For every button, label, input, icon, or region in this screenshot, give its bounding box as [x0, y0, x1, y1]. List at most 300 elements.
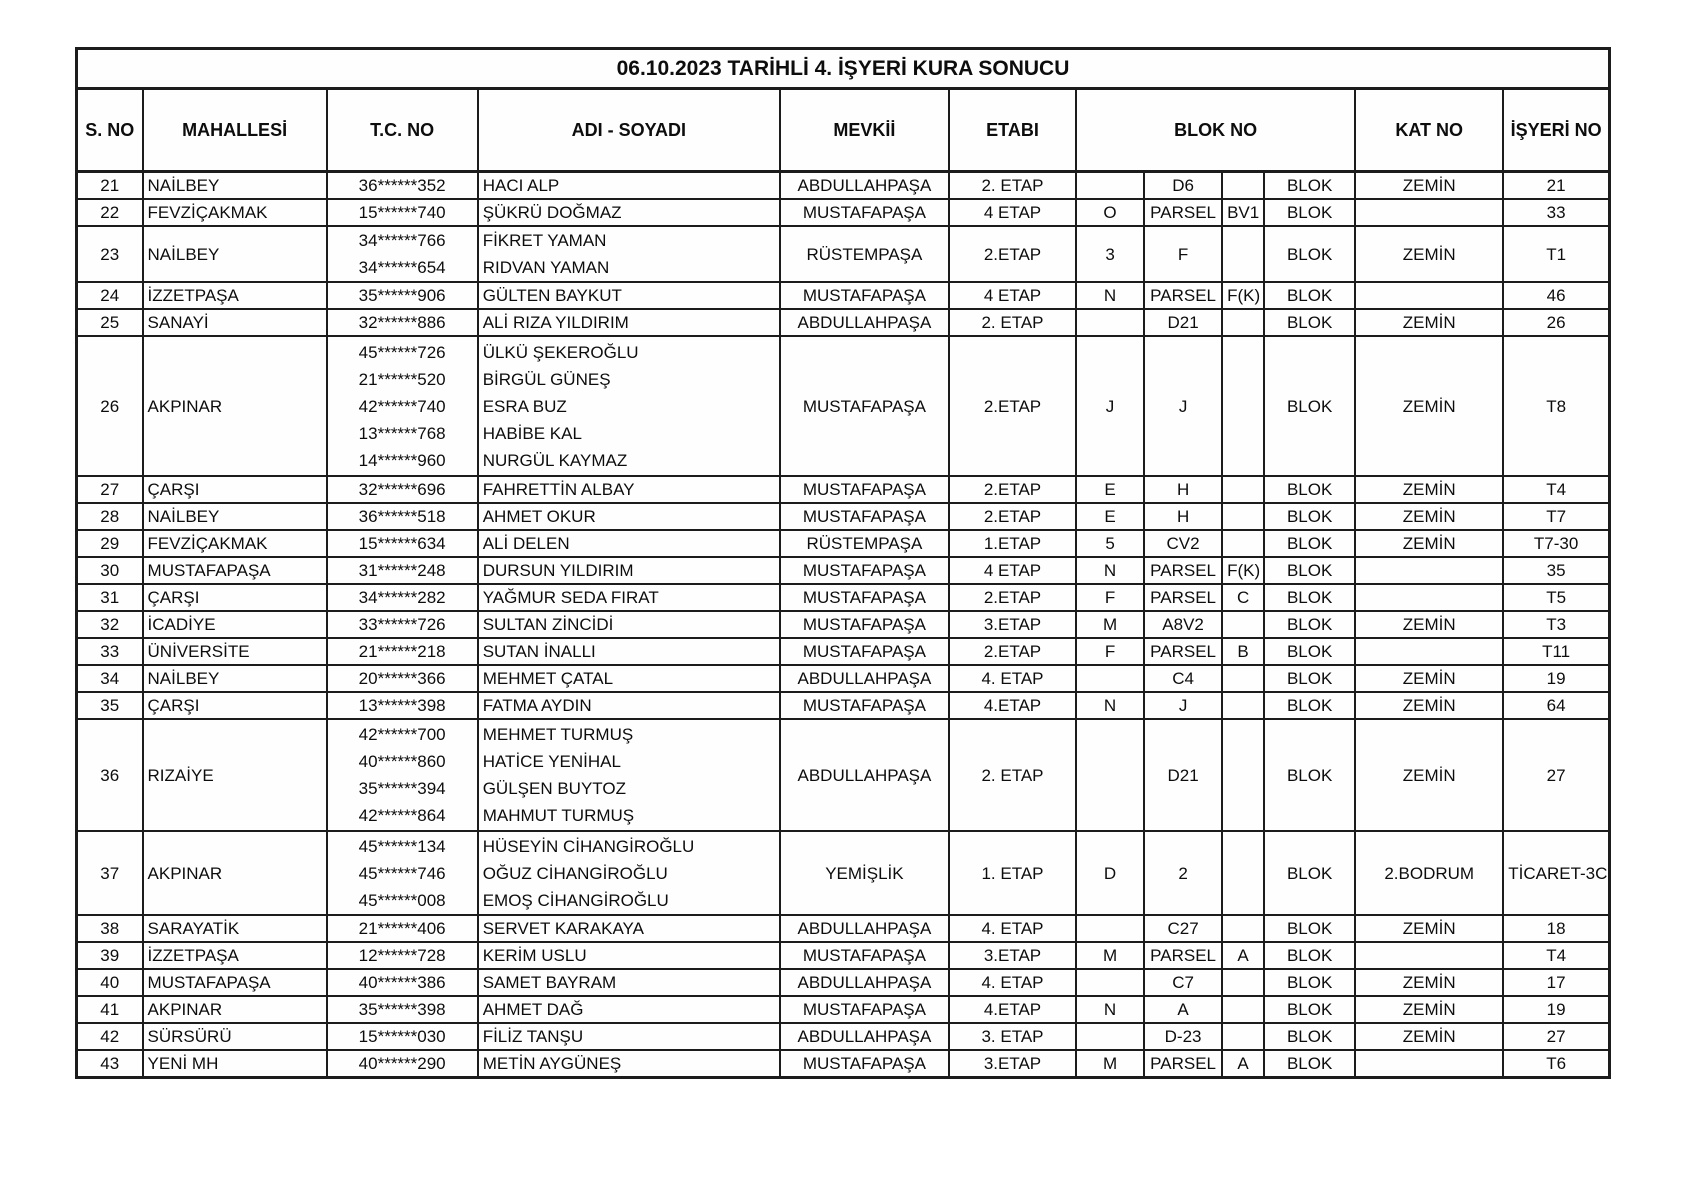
- floor-no-cell: ZEMİN: [1355, 692, 1503, 719]
- table-row: [77, 969, 1610, 996]
- tc-no-cell: 13******398: [327, 692, 478, 719]
- location-cell: MUSTAFAPAŞA: [780, 942, 949, 969]
- neighborhood-cell: NAİLBEY: [143, 665, 327, 692]
- block-no-cell-1: 3: [1076, 226, 1144, 282]
- table-row: [77, 199, 1610, 226]
- name-surname-cell-line: BİRGÜL GÜNEŞ: [482, 369, 611, 389]
- block-no-cell-1: N: [1076, 996, 1144, 1023]
- location-cell: ABDULLAHPAŞA: [780, 719, 949, 831]
- table-row: [77, 503, 1610, 530]
- workplace-no-cell: 19: [1503, 665, 1609, 692]
- table-row: [77, 915, 1610, 942]
- location-cell: MUSTAFAPAŞA: [780, 336, 949, 476]
- block-no-cell-1: [1076, 172, 1144, 200]
- block-no-cell-3: F(K): [1222, 557, 1264, 584]
- col-header-adi-soyadi: ADI - SOYADI: [478, 89, 780, 172]
- tc-no-cell-line: 42******740: [358, 396, 446, 416]
- tc-no-cell-line: 45******726: [358, 342, 446, 362]
- tc-no-cell: 31******248: [327, 557, 478, 584]
- stage-cell: 2.ETAP: [949, 336, 1076, 476]
- neighborhood-cell: YENİ MH: [143, 1050, 327, 1078]
- block-no-cell-4: BLOK: [1264, 969, 1355, 996]
- lottery-result-document: [75, 47, 1611, 1079]
- block-no-cell-1: [1076, 1023, 1144, 1050]
- stage-cell: 2. ETAP: [949, 719, 1076, 831]
- floor-no-cell: 2.BODRUM: [1355, 831, 1503, 915]
- name-surname-cell-line: HATİCE YENİHAL: [482, 752, 621, 771]
- stage-cell: 2. ETAP: [949, 172, 1076, 200]
- floor-no-cell: [1355, 199, 1503, 226]
- neighborhood-cell: SÜRSÜRÜ: [143, 1023, 327, 1050]
- block-no-cell-4: BLOK: [1264, 336, 1355, 476]
- block-no-cell-2: PARSEL: [1144, 199, 1222, 226]
- name-surname-cell-line: OĞUZ CİHANGİROĞLU: [482, 863, 668, 883]
- block-no-cell-2: 2: [1144, 831, 1222, 915]
- stage-cell: 2.ETAP: [949, 584, 1076, 611]
- block-no-cell-2: A8V2: [1144, 611, 1222, 638]
- tc-no-cell-line: 35******394: [358, 779, 446, 798]
- location-cell: MUSTAFAPAŞA: [780, 692, 949, 719]
- name-surname-cell: FAHRETTİN ALBAY: [478, 476, 780, 503]
- tc-no-cell: 35******906: [327, 282, 478, 309]
- page-title: 06.10.2023 TARİHLİ 4. İŞYERİ KURA SONUCU: [77, 49, 1610, 89]
- block-no-cell-1: F: [1076, 638, 1144, 665]
- block-no-cell-2: PARSEL: [1144, 638, 1222, 665]
- table-row: [77, 611, 1610, 638]
- workplace-no-cell: 18: [1503, 915, 1609, 942]
- workplace-no-cell: T1: [1503, 226, 1609, 282]
- name-surname-cell-line: ESRA BUZ: [482, 396, 567, 416]
- block-no-cell-4: BLOK: [1264, 282, 1355, 309]
- name-surname-cell-line: MAHMUT TURMUŞ: [482, 806, 635, 825]
- tc-no-cell: [327, 336, 478, 476]
- tc-no-cell: 21******406: [327, 915, 478, 942]
- name-surname-cell: SUTAN İNALLI: [478, 638, 780, 665]
- floor-no-cell: ZEMİN: [1355, 172, 1503, 200]
- block-no-cell-3: C: [1222, 584, 1264, 611]
- floor-no-cell: [1355, 584, 1503, 611]
- neighborhood-cell: AKPINAR: [143, 996, 327, 1023]
- tc-no-cell: 33******726: [327, 611, 478, 638]
- floor-no-cell: ZEMİN: [1355, 719, 1503, 831]
- floor-no-cell: ZEMİN: [1355, 476, 1503, 503]
- block-no-cell-1: D: [1076, 831, 1144, 915]
- block-no-cell-3: [1222, 915, 1264, 942]
- name-surname-cell: KERİM USLU: [478, 942, 780, 969]
- block-no-cell-1: [1076, 969, 1144, 996]
- neighborhood-cell: ÜNİVERSİTE: [143, 638, 327, 665]
- stage-cell: 4. ETAP: [949, 915, 1076, 942]
- serial-no-cell: 32: [77, 611, 143, 638]
- location-cell: MUSTAFAPAŞA: [780, 199, 949, 226]
- block-no-cell-2: D6: [1144, 172, 1222, 200]
- block-no-cell-4: BLOK: [1264, 199, 1355, 226]
- block-no-cell-2: D-23: [1144, 1023, 1222, 1050]
- block-no-cell-4: BLOK: [1264, 638, 1355, 665]
- block-no-cell-4: BLOK: [1264, 584, 1355, 611]
- block-no-cell-4: BLOK: [1264, 611, 1355, 638]
- location-cell: MUSTAFAPAŞA: [780, 638, 949, 665]
- block-no-cell-4: BLOK: [1264, 665, 1355, 692]
- floor-no-cell: ZEMİN: [1355, 915, 1503, 942]
- floor-no-cell: ZEMİN: [1355, 336, 1503, 476]
- table-row: [77, 942, 1610, 969]
- block-no-cell-4: BLOK: [1264, 309, 1355, 336]
- stage-cell: 2.ETAP: [949, 476, 1076, 503]
- block-no-cell-1: 5: [1076, 530, 1144, 557]
- serial-no-cell: 22: [77, 199, 143, 226]
- kura-result-table: [75, 47, 1611, 1079]
- location-cell: ABDULLAHPAŞA: [780, 309, 949, 336]
- tc-no-cell-line: 45******008: [358, 890, 446, 910]
- block-no-cell-4: BLOK: [1264, 530, 1355, 557]
- block-no-cell-2: PARSEL: [1144, 1050, 1222, 1078]
- block-no-cell-2: A: [1144, 996, 1222, 1023]
- table-row: [77, 336, 1610, 476]
- tc-no-cell: 15******740: [327, 199, 478, 226]
- location-cell: MUSTAFAPAŞA: [780, 503, 949, 530]
- block-no-cell-2: D21: [1144, 309, 1222, 336]
- tc-no-cell-line: 42******700: [358, 725, 446, 744]
- block-no-cell-2: H: [1144, 503, 1222, 530]
- table-row: [77, 1023, 1610, 1050]
- block-no-cell-3: [1222, 692, 1264, 719]
- name-surname-cell-line: EMOŞ CİHANGİROĞLU: [482, 890, 669, 910]
- workplace-no-cell: 46: [1503, 282, 1609, 309]
- floor-no-cell: ZEMİN: [1355, 969, 1503, 996]
- block-no-cell-1: N: [1076, 692, 1144, 719]
- floor-no-cell: ZEMİN: [1355, 503, 1503, 530]
- table-row: [77, 1050, 1610, 1078]
- stage-cell: 1.ETAP: [949, 530, 1076, 557]
- block-no-cell-1: F: [1076, 584, 1144, 611]
- block-no-cell-3: A: [1222, 1050, 1264, 1078]
- stage-cell: 2. ETAP: [949, 309, 1076, 336]
- workplace-no-cell: 27: [1503, 1023, 1609, 1050]
- stage-cell: 4.ETAP: [949, 692, 1076, 719]
- workplace-no-cell: T4: [1503, 942, 1609, 969]
- block-no-cell-1: M: [1076, 942, 1144, 969]
- serial-no-cell: 39: [77, 942, 143, 969]
- block-no-cell-3: [1222, 1023, 1264, 1050]
- tc-no-cell: [327, 719, 478, 831]
- tc-no-cell-line: 13******768: [358, 423, 446, 443]
- floor-no-cell: ZEMİN: [1355, 309, 1503, 336]
- name-surname-cell: SULTAN ZİNCİDİ: [478, 611, 780, 638]
- workplace-no-cell: T7: [1503, 503, 1609, 530]
- tc-no-cell: 36******352: [327, 172, 478, 200]
- workplace-no-cell: T5: [1503, 584, 1609, 611]
- workplace-no-cell: T7-30: [1503, 530, 1609, 557]
- workplace-no-cell: T3: [1503, 611, 1609, 638]
- block-no-cell-4: BLOK: [1264, 1050, 1355, 1078]
- block-no-cell-4: BLOK: [1264, 831, 1355, 915]
- block-no-cell-2: PARSEL: [1144, 282, 1222, 309]
- tc-no-cell: 21******218: [327, 638, 478, 665]
- block-no-cell-2: D21: [1144, 719, 1222, 831]
- serial-no-cell: 28: [77, 503, 143, 530]
- name-surname-cell: FATMA AYDIN: [478, 692, 780, 719]
- stage-cell: 4.ETAP: [949, 996, 1076, 1023]
- tc-no-cell: [327, 831, 478, 915]
- serial-no-cell: 31: [77, 584, 143, 611]
- neighborhood-cell: ÇARŞI: [143, 476, 327, 503]
- block-no-cell-4: BLOK: [1264, 996, 1355, 1023]
- workplace-no-cell: 35: [1503, 557, 1609, 584]
- col-header-mevkii: MEVKİİ: [780, 89, 949, 172]
- stage-cell: 3. ETAP: [949, 1023, 1076, 1050]
- block-no-cell-4: BLOK: [1264, 719, 1355, 831]
- name-surname-cell: FİLİZ TANŞU: [478, 1023, 780, 1050]
- block-no-cell-3: BV1: [1222, 199, 1264, 226]
- tc-no-cell: [327, 226, 478, 282]
- neighborhood-cell: NAİLBEY: [143, 503, 327, 530]
- serial-no-cell: 36: [77, 719, 143, 831]
- name-surname-cell: [478, 336, 780, 476]
- table-row: [77, 996, 1610, 1023]
- table-row: [77, 476, 1610, 503]
- block-no-cell-3: [1222, 336, 1264, 476]
- workplace-no-cell: TİCARET-3C: [1503, 831, 1609, 915]
- block-no-cell-1: E: [1076, 476, 1144, 503]
- workplace-no-cell: T11: [1503, 638, 1609, 665]
- stage-cell: 3.ETAP: [949, 1050, 1076, 1078]
- table-row: [77, 692, 1610, 719]
- tc-no-cell: 15******030: [327, 1023, 478, 1050]
- neighborhood-cell: SANAYİ: [143, 309, 327, 336]
- col-header-isyeri-no: İŞYERİ NO: [1503, 89, 1609, 172]
- location-cell: RÜSTEMPAŞA: [780, 226, 949, 282]
- table-row: [77, 665, 1610, 692]
- block-no-cell-3: [1222, 226, 1264, 282]
- block-no-cell-1: N: [1076, 282, 1144, 309]
- workplace-no-cell: 19: [1503, 996, 1609, 1023]
- table-row: [77, 719, 1610, 831]
- block-no-cell-3: [1222, 503, 1264, 530]
- name-surname-cell: [478, 226, 780, 282]
- floor-no-cell: ZEMİN: [1355, 611, 1503, 638]
- col-header-mahallesi: MAHALLESİ: [143, 89, 327, 172]
- block-no-cell-4: BLOK: [1264, 476, 1355, 503]
- neighborhood-cell: AKPINAR: [143, 831, 327, 915]
- stage-cell: 4 ETAP: [949, 557, 1076, 584]
- serial-no-cell: 21: [77, 172, 143, 200]
- stage-cell: 4. ETAP: [949, 969, 1076, 996]
- block-no-cell-3: [1222, 611, 1264, 638]
- name-surname-cell: [478, 831, 780, 915]
- tc-no-cell-line: 34******654: [358, 258, 446, 277]
- serial-no-cell: 29: [77, 530, 143, 557]
- tc-no-cell: 40******386: [327, 969, 478, 996]
- block-no-cell-1: E: [1076, 503, 1144, 530]
- serial-no-cell: 30: [77, 557, 143, 584]
- tc-no-cell-line: 21******520: [358, 369, 446, 389]
- block-no-cell-1: [1076, 309, 1144, 336]
- name-surname-cell-line: MEHMET TURMUŞ: [482, 725, 634, 744]
- block-no-cell-1: M: [1076, 611, 1144, 638]
- stage-cell: 4 ETAP: [949, 199, 1076, 226]
- block-no-cell-4: BLOK: [1264, 226, 1355, 282]
- block-no-cell-1: M: [1076, 1050, 1144, 1078]
- location-cell: ABDULLAHPAŞA: [780, 1023, 949, 1050]
- stage-cell: 2.ETAP: [949, 503, 1076, 530]
- tc-no-cell: 32******886: [327, 309, 478, 336]
- workplace-no-cell: 17: [1503, 969, 1609, 996]
- serial-no-cell: 27: [77, 476, 143, 503]
- location-cell: MUSTAFAPAŞA: [780, 476, 949, 503]
- table-row: [77, 282, 1610, 309]
- block-no-cell-3: [1222, 831, 1264, 915]
- name-surname-cell-line: RIDVAN YAMAN: [482, 258, 610, 277]
- tc-no-cell-line: 42******864: [358, 806, 446, 825]
- floor-no-cell: [1355, 557, 1503, 584]
- block-no-cell-2: C27: [1144, 915, 1222, 942]
- block-no-cell-2: C7: [1144, 969, 1222, 996]
- name-surname-cell: MEHMET ÇATAL: [478, 665, 780, 692]
- block-no-cell-1: O: [1076, 199, 1144, 226]
- stage-cell: 1. ETAP: [949, 831, 1076, 915]
- tc-no-cell-line: 45******134: [358, 836, 446, 856]
- location-cell: RÜSTEMPAŞA: [780, 530, 949, 557]
- name-surname-cell: ŞÜKRÜ DOĞMAZ: [478, 199, 780, 226]
- name-surname-cell-line: ÜLKÜ ŞEKEROĞLU: [482, 342, 639, 362]
- table-row: [77, 172, 1610, 200]
- col-header-kat-no: KAT NO: [1355, 89, 1503, 172]
- floor-no-cell: [1355, 638, 1503, 665]
- neighborhood-cell: İCADİYE: [143, 611, 327, 638]
- name-surname-cell-line: HABİBE KAL: [482, 423, 582, 443]
- name-surname-cell: METİN AYGÜNEŞ: [478, 1050, 780, 1078]
- block-no-cell-3: [1222, 476, 1264, 503]
- col-header-sno: S. NO: [77, 89, 143, 172]
- workplace-no-cell: T8: [1503, 336, 1609, 476]
- block-no-cell-3: [1222, 969, 1264, 996]
- table-row: [77, 584, 1610, 611]
- name-surname-cell-line: NURGÜL KAYMAZ: [482, 450, 628, 470]
- name-surname-cell-line: GÜLŞEN BUYTOZ: [482, 779, 626, 798]
- tc-no-cell: 32******696: [327, 476, 478, 503]
- serial-no-cell: 42: [77, 1023, 143, 1050]
- block-no-cell-4: BLOK: [1264, 1023, 1355, 1050]
- stage-cell: 3.ETAP: [949, 942, 1076, 969]
- table-row: [77, 557, 1610, 584]
- neighborhood-cell: SARAYATİK: [143, 915, 327, 942]
- name-surname-cell: AHMET OKUR: [478, 503, 780, 530]
- col-header-etabi: ETABI: [949, 89, 1076, 172]
- block-no-cell-1: [1076, 915, 1144, 942]
- workplace-no-cell: 33: [1503, 199, 1609, 226]
- block-no-cell-4: BLOK: [1264, 503, 1355, 530]
- floor-no-cell: ZEMİN: [1355, 665, 1503, 692]
- serial-no-cell: 33: [77, 638, 143, 665]
- serial-no-cell: 37: [77, 831, 143, 915]
- neighborhood-cell: İZZETPAŞA: [143, 282, 327, 309]
- workplace-no-cell: 26: [1503, 309, 1609, 336]
- block-no-cell-2: H: [1144, 476, 1222, 503]
- block-no-cell-4: BLOK: [1264, 172, 1355, 200]
- stage-cell: 4 ETAP: [949, 282, 1076, 309]
- name-surname-cell: GÜLTEN BAYKUT: [478, 282, 780, 309]
- serial-no-cell: 41: [77, 996, 143, 1023]
- name-surname-cell: AHMET DAĞ: [478, 996, 780, 1023]
- block-no-cell-3: [1222, 530, 1264, 557]
- block-no-cell-3: [1222, 309, 1264, 336]
- workplace-no-cell: T6: [1503, 1050, 1609, 1078]
- workplace-no-cell: 27: [1503, 719, 1609, 831]
- floor-no-cell: [1355, 1050, 1503, 1078]
- block-no-cell-1: N: [1076, 557, 1144, 584]
- neighborhood-cell: MUSTAFAPAŞA: [143, 969, 327, 996]
- table-header-row: [77, 89, 1610, 172]
- name-surname-cell: DURSUN YILDIRIM: [478, 557, 780, 584]
- neighborhood-cell: FEVZİÇAKMAK: [143, 530, 327, 557]
- serial-no-cell: 40: [77, 969, 143, 996]
- floor-no-cell: ZEMİN: [1355, 1023, 1503, 1050]
- location-cell: ABDULLAHPAŞA: [780, 915, 949, 942]
- block-no-cell-2: C4: [1144, 665, 1222, 692]
- neighborhood-cell: AKPINAR: [143, 336, 327, 476]
- stage-cell: 2.ETAP: [949, 638, 1076, 665]
- location-cell: MUSTAFAPAŞA: [780, 584, 949, 611]
- table-row: [77, 831, 1610, 915]
- neighborhood-cell: FEVZİÇAKMAK: [143, 199, 327, 226]
- tc-no-cell-line: 34******766: [358, 231, 446, 250]
- table-row: [77, 530, 1610, 557]
- block-no-cell-4: BLOK: [1264, 692, 1355, 719]
- neighborhood-cell: MUSTAFAPAŞA: [143, 557, 327, 584]
- serial-no-cell: 23: [77, 226, 143, 282]
- tc-no-cell-line: 14******960: [358, 450, 446, 470]
- block-no-cell-2: CV2: [1144, 530, 1222, 557]
- location-cell: MUSTAFAPAŞA: [780, 1050, 949, 1078]
- serial-no-cell: 24: [77, 282, 143, 309]
- floor-no-cell: ZEMİN: [1355, 530, 1503, 557]
- block-no-cell-2: PARSEL: [1144, 557, 1222, 584]
- neighborhood-cell: NAİLBEY: [143, 172, 327, 200]
- block-no-cell-1: J: [1076, 336, 1144, 476]
- name-surname-cell: YAĞMUR SEDA FIRAT: [478, 584, 780, 611]
- title-row: [77, 49, 1610, 89]
- name-surname-cell: ALİ RIZA YILDIRIM: [478, 309, 780, 336]
- block-no-cell-2: J: [1144, 336, 1222, 476]
- name-surname-cell: SERVET KARAKAYA: [478, 915, 780, 942]
- table-row: [77, 226, 1610, 282]
- name-surname-cell: HACI ALP: [478, 172, 780, 200]
- location-cell: MUSTAFAPAŞA: [780, 557, 949, 584]
- neighborhood-cell: NAİLBEY: [143, 226, 327, 282]
- table-row: [77, 309, 1610, 336]
- block-no-cell-3: [1222, 719, 1264, 831]
- location-cell: YEMİŞLİK: [780, 831, 949, 915]
- name-surname-cell: [478, 719, 780, 831]
- serial-no-cell: 25: [77, 309, 143, 336]
- stage-cell: 2.ETAP: [949, 226, 1076, 282]
- tc-no-cell: 20******366: [327, 665, 478, 692]
- floor-no-cell: ZEMİN: [1355, 226, 1503, 282]
- neighborhood-cell: ÇARŞI: [143, 584, 327, 611]
- tc-no-cell-line: 40******860: [358, 752, 446, 771]
- block-no-cell-1: [1076, 719, 1144, 831]
- block-no-cell-1: [1076, 665, 1144, 692]
- neighborhood-cell: RIZAİYE: [143, 719, 327, 831]
- serial-no-cell: 26: [77, 336, 143, 476]
- location-cell: ABDULLAHPAŞA: [780, 172, 949, 200]
- location-cell: MUSTAFAPAŞA: [780, 611, 949, 638]
- block-no-cell-3: [1222, 172, 1264, 200]
- workplace-no-cell: 21: [1503, 172, 1609, 200]
- workplace-no-cell: 64: [1503, 692, 1609, 719]
- block-no-cell-4: BLOK: [1264, 915, 1355, 942]
